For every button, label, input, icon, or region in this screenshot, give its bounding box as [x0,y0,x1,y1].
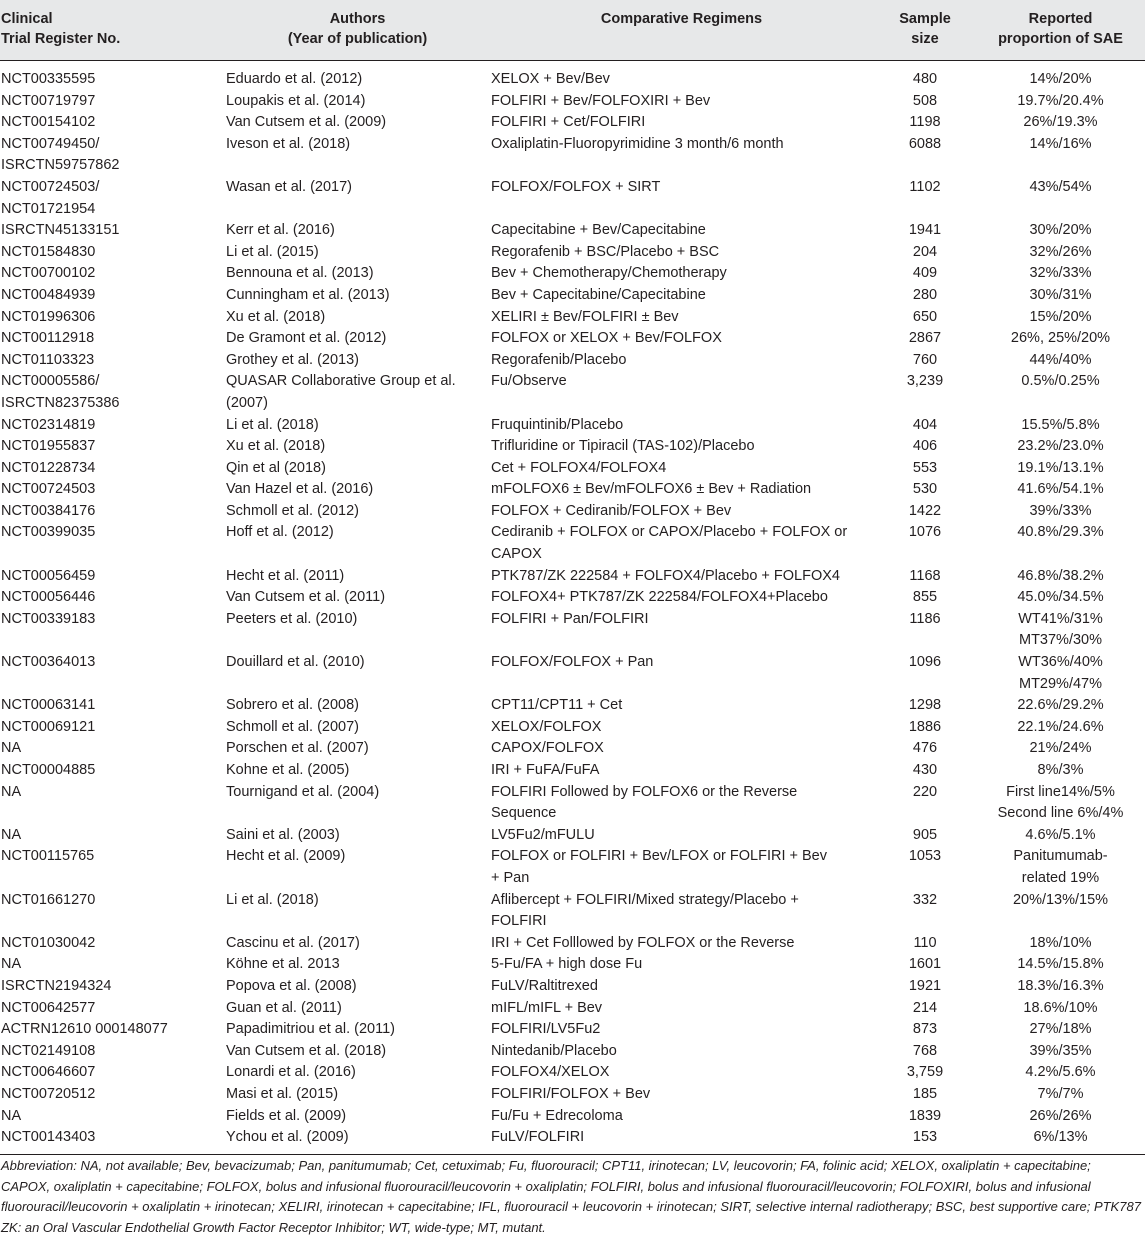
cell-regimens: Oxaliplatin-Fluoropyrimidine 3 month/6 month [491,135,784,152]
cell-sample-size: 6088 [908,135,942,152]
table-row [0,609,1145,652]
cell-regimens: Nintedanib/Placebo [491,1042,617,1059]
cell-sae-proportion: 4.2%/5.6% [1025,1064,1096,1081]
cell-register-no: NCT00720512 [1,1085,96,1102]
cell-register-no: NCT01030042 [1,934,96,951]
cell-sae-proportion: 20%/13%/15% [1012,891,1109,908]
cell-regimens: CAPOX/FOLFOX [491,740,604,757]
cell-register-no: NCT01955837 [1,438,96,455]
cell-sample-size: 553 [912,459,938,476]
cell-sae-proportion: 4.6%/5.1% [1025,826,1096,843]
cell-register-no: NCT00004885 [1,762,96,778]
cell-register-no: NCT01228734 [1,459,96,476]
cell-regimens: FOLFOX4+ PTK787/ZK 222584/FOLFOX4+Placebo [491,589,828,606]
cell-authors: Kohne et al. (2005) [226,762,350,778]
cell-sample-size: 406 [912,438,938,455]
cell-sample-size: 153 [912,1129,938,1146]
cell-regimens: IRI + Cet Folllowed by FOLFOX or the Reverse [491,934,795,951]
table-row [0,1106,1145,1128]
cell-authors: Li et al. (2015) [226,243,319,260]
cell-register-no: NCT00154102 [1,114,96,131]
cell-register-no: NCT00484939 [1,286,96,303]
cell-regimens: Regorafenib + BSC/Placebo + BSC [491,243,720,260]
table-row [0,61,1145,91]
cell-regimens: FOLFOX + Cediranib/FOLFOX + Bev [491,502,732,519]
cell-register-no: NA [1,740,22,757]
cell-sae-proportion: 14%/16% [1029,135,1092,152]
cell-register-no: NCT01584830 [1,243,96,260]
cell-sae-proportion: 0.5%/0.25% [1021,373,1100,390]
cell-register-no: NCT02314819 [1,416,96,433]
cell-sae-proportion: 22.6%/29.2% [1017,697,1104,714]
cell-sample-size: 508 [912,92,938,109]
cell-authors: Xu et al. (2018) [226,438,326,455]
cell-sample-size: 530 [912,481,938,498]
cell-regimens: XELOX + Bev/Bev [491,71,610,87]
cell-regimens: FOLFOX/FOLFOX + SIRT [491,178,661,195]
cell-authors: Xu et al. (2018) [226,308,326,325]
cell-authors: Van Cutsem et al. (2011) [226,589,386,606]
cell-authors: Popova et al. (2008) [226,977,357,994]
cell-authors: Bennouna et al. (2013) [226,265,374,282]
cell-sample-size: 2867 [908,330,942,347]
cell-authors: Saini et al. (2003) [226,826,340,843]
cell-regimens: Regorafenib/Placebo [491,351,627,368]
cell-register-no: NA [1,956,22,973]
table-row [0,112,1145,134]
cell-register-no: NCT00056459 [1,567,96,584]
table-row [0,976,1145,998]
table-row [0,717,1145,739]
cell-authors: De Gramont et al. (2012) [226,330,387,347]
cell-register-no: NCT00005586/ ISRCTN82375386 [1,373,120,411]
cell-regimens: 5-Fu/FA + high dose Fu [491,956,643,973]
cell-regimens: mIFL/mIFL + Bev [491,999,603,1016]
cell-authors: Ychou et al. (2009) [226,1129,349,1146]
cell-register-no: NCT00112918 [1,330,95,347]
cell-regimens: FuLV/FOLFIRI [491,1129,585,1146]
cell-regimens: FOLFOX or XELOX + Bev/FOLFOX [491,330,722,347]
cell-register-no: NCT00646607 [1,1064,96,1081]
cell-sample-size: 1941 [908,222,942,239]
cell-authors: Grothey et al. (2013) [226,351,359,368]
table-row [0,220,1145,242]
table-row [0,695,1145,717]
cell-register-no: NCT02149108 [1,1042,96,1059]
cell-sample-size: 1839 [908,1107,942,1124]
table-row [0,1041,1145,1063]
header-authors: Authors (Year of publication) [226,0,489,61]
cell-regimens: FOLFOX/FOLFOX + Pan [491,654,654,671]
cell-sae-proportion: 39%/35% [1029,1042,1092,1059]
cell-sample-size: 204 [912,243,938,260]
cell-sae-proportion: 15%/20% [1029,308,1092,325]
cell-sample-size: 650 [912,308,938,325]
cell-sample-size: 760 [912,351,938,368]
table-row [0,350,1145,372]
cell-register-no: NCT00339183 [1,610,96,627]
cell-sae-proportion: 45.0%/34.5% [1017,589,1104,606]
cell-sae-proportion: WT41%/31% MT37%/30% [1018,610,1103,649]
header-sample-size: Sample size [874,0,976,61]
cell-sample-size: 1096 [908,654,942,671]
header-sae-proportion: Reported proportion of SAE [976,0,1145,61]
table-row [0,1062,1145,1084]
cell-sample-size: 873 [912,1021,938,1038]
cell-regimens: Cediranib + FOLFOX or CAPOX/Placebo + FOLFOX or CAPOX [491,524,848,563]
cell-sae-proportion: 30%/20% [1029,222,1092,239]
cell-regimens: FOLFIRI + Cet/FOLFIRI [491,114,646,131]
cell-sample-size: 476 [912,740,938,757]
cell-register-no: NCT00724503 [1,481,96,498]
table-row [0,1019,1145,1041]
table-row [0,846,1145,889]
table-row [0,566,1145,588]
cell-authors: Sobrero et al. (2008) [226,697,359,714]
cell-register-no: ACTRN12610 000148077 [1,1021,168,1038]
cell-regimens: FOLFIRI + Pan/FOLFIRI [491,610,649,627]
cell-sample-size: 404 [912,416,938,433]
cell-sae-proportion: 41.6%/54.1% [1017,481,1104,498]
header-regimens: Comparative Regimens [489,0,874,61]
cell-regimens: Bev + Chemotherapy/Chemotherapy [491,265,727,282]
cell-sae-proportion: 30%/31% [1029,286,1092,303]
table-row [0,479,1145,501]
cell-sae-proportion: 23.2%/23.0% [1017,438,1104,455]
cell-authors: Loupakis et al. (2014) [226,92,366,109]
cell-authors: Tournigand et al. (2004) [226,783,380,800]
cell-register-no: NCT01103323 [1,351,95,368]
cell-sample-size: 905 [912,826,938,843]
cell-authors: Cunningham et al. (2013) [226,286,390,303]
cell-authors: Hecht et al. (2009) [226,848,346,865]
table-row [0,782,1145,825]
cell-sample-size: 1186 [909,610,941,627]
cell-sae-proportion: 39%/33% [1029,502,1092,519]
table-row [0,263,1145,285]
cell-sae-proportion: 43%/54% [1029,178,1092,195]
table-row [0,738,1145,760]
cell-sae-proportion: 15.5%/5.8% [1021,416,1100,433]
table-row [0,587,1145,609]
cell-sample-size: 110 [913,934,937,951]
cell-sample-size: 1198 [909,114,941,131]
cell-regimens: Aflibercept + FOLFIRI/Mixed strategy/Placebo + FOLFIRI [491,891,799,930]
cell-register-no: NCT00069121 [1,718,96,735]
cell-authors: Lonardi et al. (2016) [226,1064,356,1081]
cell-authors: Li et al. (2018) [226,891,319,908]
cell-regimens: FOLFIRI/LV5Fu2 [491,1021,601,1038]
cell-regimens: Bev + Capecitabine/Capecitabine [491,286,706,303]
cell-register-no: NA [1,783,22,800]
cell-authors: Peeters et al. (2010) [226,610,358,627]
table-row [0,652,1145,695]
cell-sae-proportion: 26%/26% [1029,1107,1092,1124]
cell-sae-proportion: 40.8%/29.3% [1017,524,1104,541]
cell-regimens: FOLFIRI + Bev/FOLFOXIRI + Bev [491,92,711,109]
cell-regimens: Fu/Observe [491,373,567,390]
cell-regimens: FOLFIRI/FOLFOX + Bev [491,1085,651,1102]
cell-register-no: NA [1,826,22,843]
cell-sae-proportion: 6%/13% [1033,1129,1088,1146]
table-row [0,242,1145,264]
header-register-no: Clinical Trial Register No. [0,0,226,61]
table-row [0,415,1145,437]
cell-register-no: NCT00700102 [1,265,96,282]
cell-authors: Schmoll et al. (2012) [226,502,359,519]
cell-sae-proportion: 18%/10% [1029,934,1092,951]
table-row [0,998,1145,1020]
cell-sae-proportion: 26%, 25%/20% [1010,330,1111,347]
cell-register-no: NCT00642577 [1,999,96,1016]
table-row [0,436,1145,458]
cell-sae-proportion: 27%/18% [1029,1021,1092,1038]
cell-regimens: Trifluridine or Tipiracil (TAS-102)/Placebo [491,438,755,455]
cell-sae-proportion: First line14%/5% Second line 6%/4% [997,783,1124,822]
cell-sample-size: 3,239 [906,373,944,390]
cell-regimens: Fu/Fu + Edrecoloma [491,1107,623,1124]
cell-register-no: NCT00384176 [1,502,96,519]
cell-register-no: ISRCTN45133151 [1,222,120,239]
table-row [0,954,1145,976]
table-row [0,501,1145,523]
cell-sample-size: 480 [912,71,938,87]
cell-sample-size: 220 [912,783,938,800]
cell-authors: Qin et al (2018) [226,459,326,476]
cell-authors: Köhne et al. 2013 [226,956,340,973]
cell-authors: Douillard et al. (2010) [226,654,365,671]
cell-sample-size: 1601 [908,956,942,973]
cell-sae-proportion: 22.1%/24.6% [1017,718,1104,735]
cell-regimens: Fruquintinib/Placebo [491,416,624,433]
cell-authors: Papadimitriou et al. (2011) [226,1021,395,1038]
cell-register-no: ISRCTN2194324 [1,977,112,994]
cell-register-no: NCT00399035 [1,524,96,541]
cell-authors: Masi et al. (2015) [226,1085,339,1102]
cell-sample-size: 214 [912,999,938,1016]
table-row [0,760,1145,782]
table-row [0,1127,1145,1154]
cell-sae-proportion: 46.8%/38.2% [1017,567,1104,584]
cell-sae-proportion: 8%/3% [1037,762,1084,778]
cell-register-no: NCT00364013 [1,654,96,671]
cell-regimens: XELIRI ± Bev/FOLFIRI ± Bev [491,308,679,325]
cell-authors: Kerr et al. (2016) [226,222,335,239]
cell-register-no: NCT00115765 [1,848,95,865]
table-row [0,458,1145,480]
cell-authors: Eduardo et al. (2012) [226,71,363,87]
cell-authors: Van Cutsem et al. (2009) [226,114,387,131]
cell-sae-proportion: 14.5%/15.8% [1017,956,1104,973]
cell-sample-size: 1102 [909,178,941,195]
cell-register-no: NA [1,1107,22,1124]
table-row [0,91,1145,113]
table-row [0,285,1145,307]
cell-regimens: Cet + FOLFOX4/FOLFOX4 [491,459,667,476]
cell-authors: Van Cutsem et al. (2018) [226,1042,387,1059]
table-row [0,1084,1145,1106]
table-row [0,328,1145,350]
table-row [0,825,1145,847]
cell-sample-size: 3,759 [906,1064,944,1081]
abbreviation-footnote: Abbreviation: NA, not available; Bev, bevacizumab; Pan, panitumumab; Cet, cetuximab; Fu, fluorouracil; CPT11, irinotecan; LV, leucovorin; FA, folinic acid; XELOX, oxaliplatin + capecitabine; CAPOX, oxaliplatin + capecitabine; FOLFOX, bolus and infusional fluorouracil/leucovorin + oxaliplatin; FOLFIRI, bolus and infusional fluorouracil/leucovorin; FOLFOXIRI, bolus and infusional fluorouracil/leucovorin + oxaliplatin + irinotecan; XELIRI, irinotecan + capecitabine; IFL, fluorouracil + leucovorin + irinotecan; SIRT, selective internal radiotherapy; BSC, best supportive care; PTK787 ZK: an Oral Vascular Endothelial Growth Factor Receptor Inhibitor; WT, wide-type; MT, mutant. [1,1158,1141,1235]
cell-sample-size: 1921 [908,977,942,994]
cell-authors: Li et al. (2018) [226,416,319,433]
cell-sae-proportion: 26%/19.3% [1023,114,1098,131]
cell-authors: Fields et al. (2009) [226,1107,347,1124]
cell-sample-size: 409 [912,265,938,282]
cell-regimens: Capecitabine + Bev/Capecitabine [491,222,706,239]
header-row [0,0,1145,61]
table-row [0,371,1145,414]
cell-authors: Guan et al. (2011) [226,999,342,1016]
cell-sae-proportion: 14%/20% [1029,71,1092,87]
cell-register-no: NCT01996306 [1,308,96,325]
cell-authors: Hecht et al. (2011) [226,567,345,584]
cell-register-no: NCT00063141 [1,697,96,714]
table-row [0,522,1145,565]
cell-authors: Porschen et al. (2007) [226,740,369,757]
cell-regimens: IRI + FuFA/FuFA [491,762,600,778]
cell-sample-size: 1053 [908,848,942,865]
cell-sae-proportion: 18.3%/16.3% [1017,977,1104,994]
cell-authors: Schmoll et al. (2007) [226,718,359,735]
cell-sample-size: 855 [912,589,938,606]
cell-regimens: XELOX/FOLFOX [491,718,602,735]
cell-authors: Cascinu et al. (2017) [226,934,360,951]
cell-sae-proportion: WT36%/40% MT29%/47% [1018,654,1103,692]
cell-register-no: NCT00719797 [1,92,96,109]
cell-sample-size: 1298 [908,697,942,714]
cell-regimens: LV5Fu2/mFULU [491,826,595,843]
cell-sae-proportion: Panitumumab- related 19% [1013,848,1108,886]
cell-sae-proportion: 19.7%/20.4% [1017,92,1104,109]
cell-register-no: NCT00749450/ ISRCTN59757862 [1,135,120,174]
cell-register-no: NCT01661270 [1,891,96,908]
cell-authors: Hoff et al. (2012) [226,524,334,541]
cell-regimens: PTK787/ZK 222584 + FOLFOX4/Placebo + FOLFOX4 [491,567,840,584]
cell-sae-proportion: 21%/24% [1029,740,1092,757]
cell-sample-size: 1422 [908,502,942,519]
table-row [0,933,1145,955]
cell-register-no: NCT00335595 [1,71,96,87]
cell-sae-proportion: 32%/26% [1029,243,1092,260]
cell-sample-size: 1168 [909,567,941,584]
table-body [0,61,1145,1155]
cell-regimens: FOLFOX or FOLFIRI + Bev/LFOX or FOLFIRI + Bev + Pan [491,848,827,886]
cell-sample-size: 332 [912,891,938,908]
cell-authors: Iveson et al. (2018) [226,135,351,152]
cell-sample-size: 430 [912,762,938,778]
cell-register-no: NCT00724503/ NCT01721954 [1,178,100,217]
table-row [0,177,1145,220]
cell-regimens: FOLFOX4/XELOX [491,1064,610,1081]
cell-sae-proportion: 19.1%/13.1% [1017,459,1104,476]
table-row [0,134,1145,177]
cell-authors: Van Hazel et al. (2016) [226,481,374,498]
cell-sae-proportion: 44%/40% [1029,351,1092,368]
cell-sample-size: 1076 [908,524,942,541]
cell-regimens: FOLFIRI Followed by FOLFOX6 or the Reverse Sequence [491,783,798,822]
table-row [0,307,1145,329]
table-header [0,0,1145,61]
cell-sae-proportion: 7%/7% [1037,1085,1084,1102]
cell-sample-size: 185 [912,1085,938,1102]
cell-regimens: CPT11/CPT11 + Cet [491,697,623,714]
table-row [0,890,1145,933]
cell-sample-size: 1886 [908,718,942,735]
cell-regimens: FuLV/Raltitrexed [491,977,598,994]
cell-sample-size: 768 [912,1042,938,1059]
cell-regimens: mFOLFOX6 ± Bev/mFOLFOX6 ± Bev + Radiation [491,481,812,498]
cell-authors: QUASAR Collaborative Group et al. (2007) [226,373,456,411]
cell-sae-proportion: 32%/33% [1029,265,1092,282]
cell-sample-size: 280 [912,286,938,303]
cell-sae-proportion: 18.6%/10% [1023,999,1098,1016]
cell-authors: Wasan et al. (2017) [226,178,352,195]
cell-register-no: NCT00056446 [1,589,96,606]
cell-register-no: NCT00143403 [1,1129,96,1146]
